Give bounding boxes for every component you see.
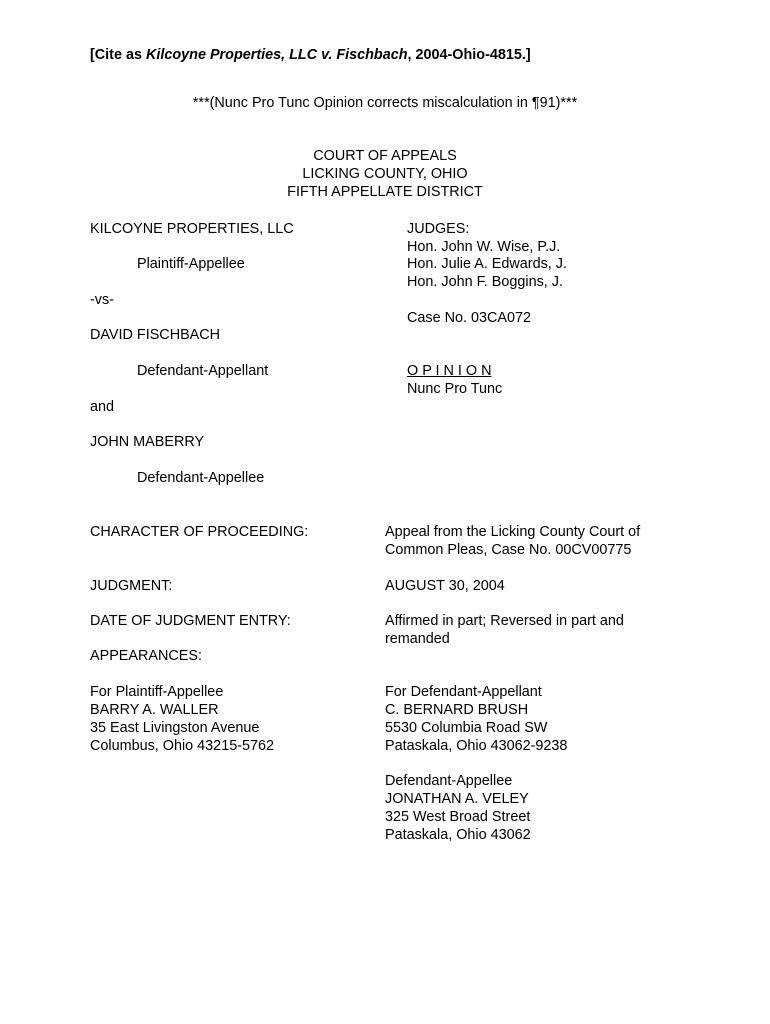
plaintiff-name: KILCOYNE PROPERTIES, LLC (90, 221, 294, 237)
entry-date-value-line1: Affirmed in part; Reversed in part and (385, 613, 624, 629)
counsel-line: 35 East Livingston Avenue (90, 720, 260, 736)
court-county: LICKING COUNTY, OHIO (302, 166, 468, 182)
counsel-line: Pataskala, Ohio 43062 (385, 827, 531, 843)
entry-date-value-line2: remanded (385, 631, 450, 647)
plaintiff-role: Plaintiff-Appellee (137, 256, 245, 272)
citation-suffix: , 2004-Ohio-4815.] (407, 47, 531, 63)
judges-heading: JUDGES: (407, 221, 470, 237)
proceeding-value-line2: Common Pleas, Case No. 00CV00775 (385, 542, 632, 558)
defendant-appellee-name: JOHN MABERRY (90, 434, 205, 450)
counsel-line: For Plaintiff-Appellee (90, 684, 224, 700)
defendant-appellant-role: Defendant-Appellant (137, 363, 269, 379)
counsel-line: Pataskala, Ohio 43062-9238 (385, 738, 568, 754)
proceeding-label: CHARACTER OF PROCEEDING: (90, 524, 309, 540)
counsel-line: Columbus, Ohio 43215-5762 (90, 738, 275, 754)
counsel-line: 325 West Broad Street (385, 809, 531, 825)
court-name: COURT OF APPEALS (313, 148, 457, 164)
counsel-line: Defendant-Appellee (385, 773, 513, 789)
defendant-appellee-counsel-block (385, 772, 531, 844)
case-number: Case No. 03CA072 (407, 310, 531, 326)
counsel-line: C. BERNARD BRUSH (385, 702, 529, 718)
judge-item: Hon. John W. Wise, P.J. (407, 239, 561, 255)
judgment-label: JUDGMENT: (90, 578, 173, 594)
judge-item: Hon. John F. Boggins, J. (407, 274, 563, 290)
defendant-appellant-name: DAVID FISCHBACH (90, 327, 221, 343)
defendant-appellant-counsel-block (385, 683, 567, 755)
counsel-line: For Defendant-Appellant (385, 684, 542, 700)
citation-header (90, 46, 531, 64)
judge-item: Hon. Julie A. Edwards, J. (407, 256, 567, 272)
opinion-subtitle: Nunc Pro Tunc (407, 381, 503, 397)
and-label: and (90, 399, 115, 415)
nunc-pro-tunc-note: ***(Nunc Pro Tunc Opinion corrects miscalculation in ¶91)*** (192, 95, 578, 111)
versus-label: -vs- (90, 292, 114, 308)
entry-date-label: DATE OF JUDGMENT ENTRY: (90, 613, 291, 629)
citation-case-name: Kilcoyne Properties, LLC v. Fischbach (145, 47, 408, 63)
judgment-value: AUGUST 30, 2004 (385, 578, 505, 594)
plaintiff-counsel-block (90, 683, 274, 755)
counsel-line: JONATHAN A. VELEY (385, 791, 529, 807)
proceeding-value-line1: Appeal from the Licking County Court of (385, 524, 641, 540)
counsel-line: BARRY A. WALLER (90, 702, 219, 718)
defendant-appellee-role: Defendant-Appellee (137, 470, 265, 486)
counsel-line: 5530 Columbia Road SW (385, 720, 548, 736)
court-district: FIFTH APPELLATE DISTRICT (287, 184, 483, 200)
opinion-title: O P I N I O N (407, 363, 492, 379)
appearances-label: APPEARANCES: (90, 648, 202, 664)
citation-prefix: [Cite as (90, 47, 146, 63)
